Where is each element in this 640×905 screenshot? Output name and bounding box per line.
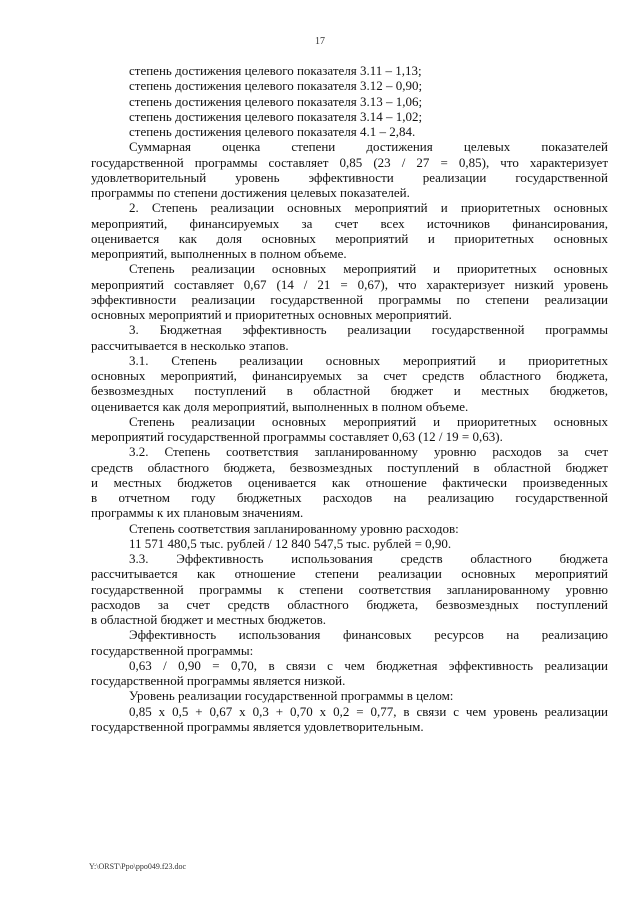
text-line: 0,63 / 0,90 = 0,70, в связи с чем бюджетная эффективность реализации — [129, 657, 608, 673]
text-line: программы по степени достижения целевых показателей. — [91, 185, 410, 200]
text-line: государственной программы составляет 0,85 (23 / 27 = 0,85), что характеризует — [91, 154, 608, 170]
text-line: удовлетворительный уровень эффективности реализации государственной — [91, 169, 608, 185]
text-line: и местных бюджетов оценивается как отношение фактически произведенных — [91, 474, 608, 490]
text-line: Степень реализации основных мероприятий и приоритетных основных — [129, 413, 608, 429]
text-line: степень достижения целевого показателя 3.13 – 1,06; — [129, 93, 423, 109]
text-line: мероприятий государственной программы составляет 0,63 (12 / 19 = 0,63). — [91, 429, 503, 444]
text-line: программы к их плановым значениям. — [91, 505, 304, 521]
text-line: государственной программы является низкой. — [91, 673, 346, 688]
text-line: в областной бюджет и местных бюджетов. — [91, 612, 327, 627]
text-line: Степень соответствия запланированному уровню расходов: — [129, 520, 459, 536]
text-line: 11 571 480,5 тыс. рублей / 12 840 547,5 тыс. рублей = 0,90. — [129, 535, 452, 551]
text-line: государственной программы: — [91, 642, 254, 658]
text-line: Эффективность использования финансовых ресурсов на реализацию — [129, 627, 608, 643]
text-line: мероприятий, финансируемых за счет всех источников финансирования, — [91, 215, 608, 231]
text-line: степень достижения целевого показателя 3.12 – 0,90; — [129, 78, 423, 94]
text-line: 2. Степень реализации основных мероприятий и приоритетных основных — [129, 200, 608, 216]
text-line: 3.2. Степень соответствия запланированному уровню расходов за счет — [129, 444, 608, 460]
text-line: рассчитывается как отношение степени реализации основных мероприятий — [91, 566, 608, 582]
text-line: степень достижения целевого показателя 3.11 – 1,13; — [129, 63, 422, 78]
text-line: рассчитывается в несколько этапов. — [91, 337, 289, 353]
text-line: 3.3. Эффективность использования средств областного бюджета — [129, 551, 608, 566]
text-line: степень достижения целевого показателя 4.1 – 2,84. — [129, 124, 416, 139]
text-line: Степень реализации основных мероприятий и приоритетных основных — [129, 261, 608, 277]
text-line: безвозмездных поступлений в областной бюджет и местных бюджетов, — [91, 383, 608, 399]
text-line: оценивается как доля мероприятий, выполненных в полном объеме. — [91, 398, 469, 414]
text-line: в отчетном году бюджетных расходов на реализацию государственной — [91, 490, 608, 505]
text-line: мероприятий, выполненных в полном объеме. — [91, 246, 347, 261]
text-line: степень достижения целевого показателя 3.14 – 1,02; — [129, 108, 423, 124]
text-line: государственной программы является удовлетворительным. — [91, 718, 424, 734]
text-line: средств областного бюджета, безвозмездных поступлений в областной бюджет — [91, 459, 608, 475]
text-line: оценивается как доля основных мероприятий и приоритетных основных — [91, 230, 608, 246]
document-body — [91, 63, 608, 734]
text-line: расходов за счет средств областного бюджета, безвозмездных поступлений — [91, 596, 608, 612]
text-line: эффективности реализации государственной программы по степени реализации — [91, 291, 608, 307]
text-line: 3.1. Степень реализации основных мероприятий и приоритетных — [129, 352, 608, 368]
text-line: Уровень реализации государственной программы в целом: — [129, 688, 454, 704]
text-line: основных мероприятий и приоритетных основных мероприятий. — [91, 307, 452, 322]
text-line: основных мероприятий, финансируемых за счет средств областного бюджета, — [91, 368, 608, 383]
text-line: мероприятий составляет 0,67 (14 / 21 = 0,67), что характеризует низкий уровень — [91, 276, 608, 292]
text-line: 0,85 x 0,5 + 0,67 x 0,3 + 0,70 x 0,2 = 0,77, в связи с чем уровень реализации — [129, 703, 608, 719]
text-line: Суммарная оценка степени достижения целевых показателей — [129, 139, 608, 155]
text-line: государственной программы к степени соответствия запланированному уровню — [91, 581, 608, 597]
page-number: 17 — [315, 36, 325, 47]
footer-file-path: Y:\ORST\Ppo\ppo049.f23.doc — [89, 862, 187, 871]
text-line: 3. Бюджетная эффективность реализации государственной программы — [129, 322, 608, 338]
